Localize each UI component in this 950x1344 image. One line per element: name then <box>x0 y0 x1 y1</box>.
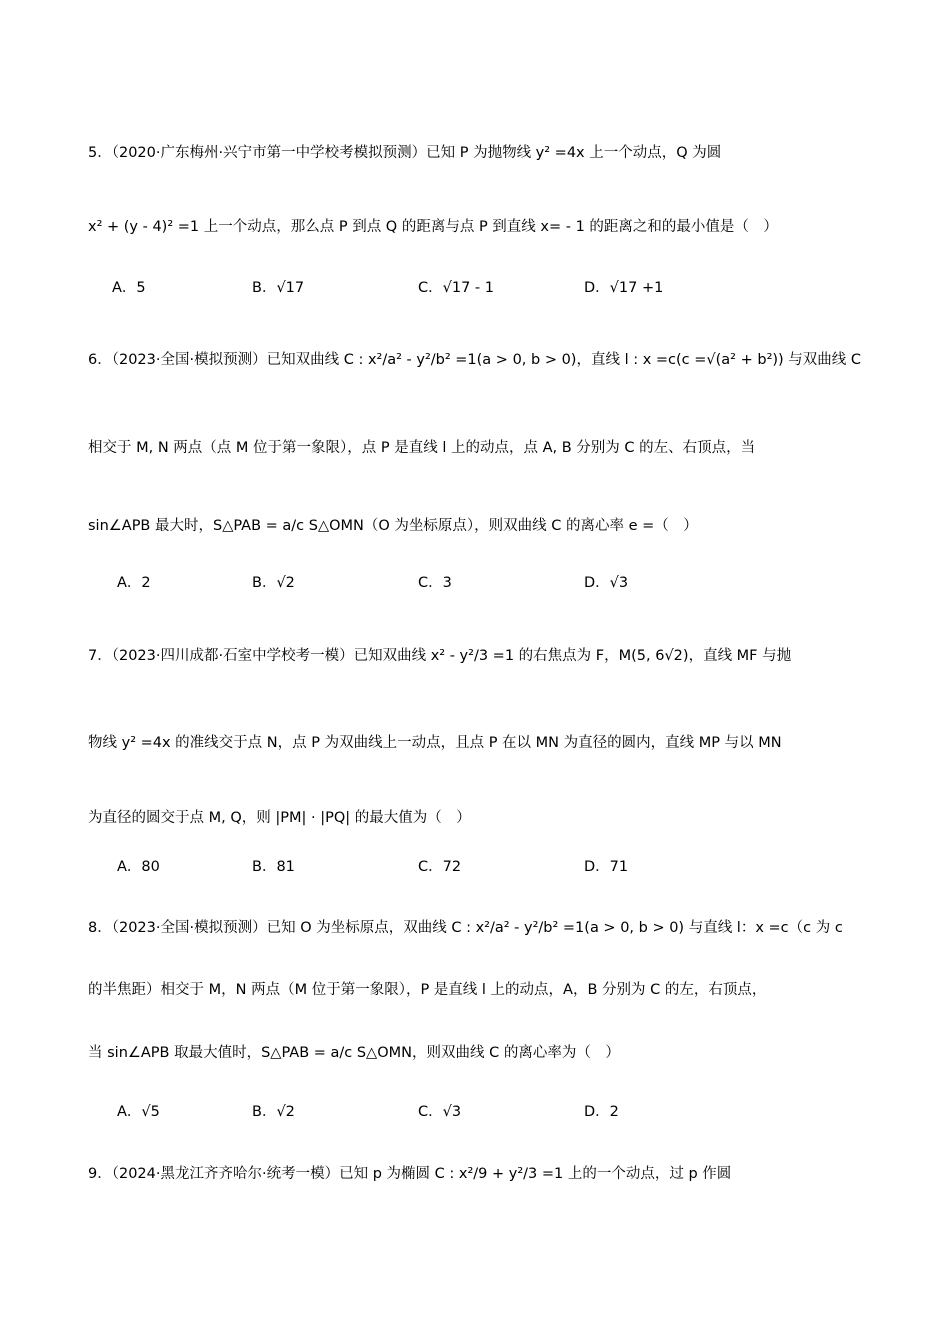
question-7-option-a: A．80 <box>117 859 160 875</box>
question-6-stem-1: 已知双曲线 C : x²/a² - y²/b² =1(a > 0, b > 0)，直线 l : x =c(c =√(a² + b²)) 与双曲线 C <box>266 352 862 368</box>
question-6-stem-2: 相交于 M, N 两点（点 M 位于第一象限），点 P 是直线 l 上的动点，点 A, B 分别为 C 的左、右顶点，当 <box>88 440 756 456</box>
question-8-line-3 <box>88 1041 620 1062</box>
question-8-option-b: B．√2 <box>252 1104 295 1120</box>
question-9-stem-1: 已知 p 为椭圆 C : x²/9 + y²/3 =1 上的一个动点，过 p 作圆 <box>339 1166 732 1182</box>
question-8-option-a: A．√5 <box>117 1104 160 1120</box>
question-5-stem-1: 已知 P 为抛物线 y² =4x 上一个动点，Q 为圆 <box>426 145 722 161</box>
question-6-source: （2023·全国·模拟预测） <box>111 352 267 368</box>
question-5-line-1 <box>88 141 721 162</box>
question-6-line-3 <box>88 514 698 535</box>
question-5-line-2 <box>88 215 778 236</box>
question-6-line-2 <box>88 436 755 457</box>
question-5-option-b: B．√17 <box>252 280 305 296</box>
question-9-line-1 <box>88 1162 731 1183</box>
question-8-option-d: D．2 <box>584 1104 619 1120</box>
question-8-line-2 <box>88 978 766 999</box>
question-7-stem-3: 为直径的圆交于点 M, Q，则 |PM| · |PQ| 的最大值为（ ） <box>88 810 471 826</box>
question-9-number: 9． <box>88 1166 112 1182</box>
question-7-line-3 <box>88 806 471 827</box>
question-8-line-1 <box>88 916 843 937</box>
question-8-stem-3: 当 sin∠APB 取最大值时，S△PAB = a/c S△OMN，则双曲线 C 的离心率为（ ） <box>88 1045 620 1061</box>
question-8-option-c: C．√3 <box>418 1104 462 1120</box>
question-5-number: 5． <box>88 145 112 161</box>
question-5-option-c: C．√17 - 1 <box>418 280 494 296</box>
question-5-stem-2: x² + (y - 4)² =1 上一个动点，那么点 P 到点 Q 的距离与点 P 到直线 x= - 1 的距离之和的最小值是（ ） <box>88 219 778 235</box>
question-7-option-b: B．81 <box>252 859 295 875</box>
question-7-option-d: D．71 <box>584 859 629 875</box>
question-7-stem-1: 已知双曲线 x² - y²/3 =1 的右焦点为 F，M(5, 6√2)，直线 MF 与抛 <box>353 648 792 664</box>
question-7-line-1 <box>88 644 791 665</box>
question-6-stem-3: sin∠APB 最大时，S△PAB = a/c S△OMN（O 为坐标原点），则双曲线 C 的离心率 e =（ ） <box>88 518 698 534</box>
question-7-stem-2: 物线 y² =4x 的准线交于点 N，点 P 为双曲线上一动点，且点 P 在以 MN 为直径的圆内，直线 MP 与以 MN <box>88 735 782 751</box>
question-8-stem-1: 已知 O 为坐标原点，双曲线 C : x²/a² - y²/b² =1(a > 0, b > 0) 与直线 l：x =c（c 为 c <box>266 920 843 936</box>
question-6-option-c: C．3 <box>418 575 452 591</box>
question-6-option-d: D．√3 <box>584 575 629 591</box>
question-9-source: （2024·黑龙江齐齐哈尔·统考一模） <box>111 1166 340 1182</box>
question-7-line-2 <box>88 731 782 752</box>
question-5-option-d: D．√17 +1 <box>584 280 664 296</box>
question-8-number: 8． <box>88 920 112 936</box>
question-6-line-1 <box>88 348 861 369</box>
question-5-source: （2020·广东梅州·兴宁市第一中学校考模拟预测） <box>111 145 427 161</box>
question-7-option-c: C．72 <box>418 859 462 875</box>
question-7-source: （2023·四川成都·石室中学校考一模） <box>111 648 354 664</box>
question-5-option-a: A．5 <box>112 280 146 296</box>
question-6-option-b: B．√2 <box>252 575 295 591</box>
question-6-option-a: A．2 <box>117 575 151 591</box>
question-8-stem-2: 的半焦距）相交于 M，N 两点（M 位于第一象限），P 是直线 l 上的动点，A，B 分别为 C 的左，右顶点， <box>88 982 767 998</box>
question-8-source: （2023·全国·模拟预测） <box>111 920 267 936</box>
question-7-number: 7． <box>88 648 112 664</box>
question-6-number: 6． <box>88 352 112 368</box>
